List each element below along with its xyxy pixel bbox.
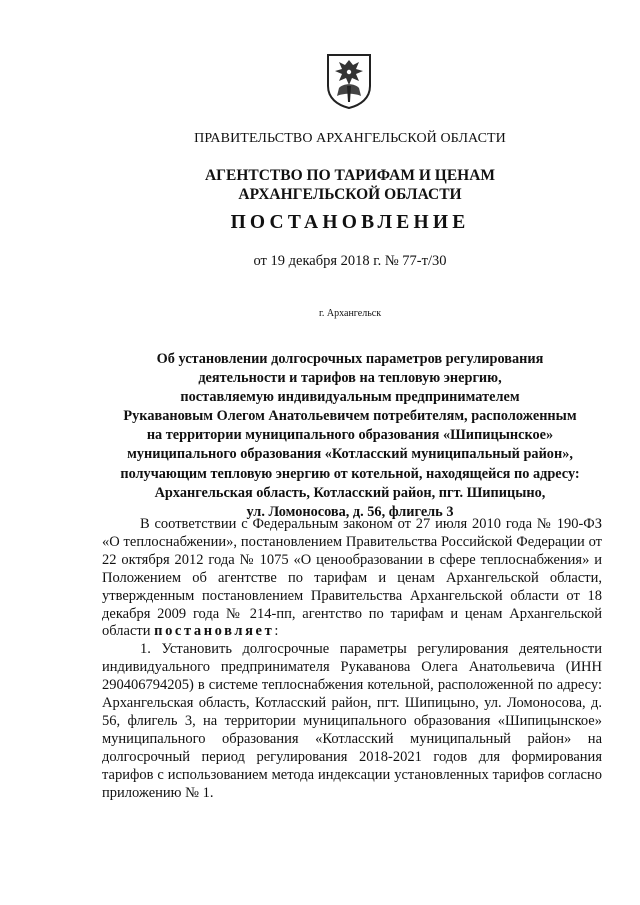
resolves-word: постановляет <box>154 623 275 640</box>
item-1-paragraph: 1. Установить долгосрочные параметры регулирования деятельности индивидуального предпринимателя Рукаванова Олега Анатольевича (ИНН 290406794205) в системе теплоснабжения котельной, расположенной по адресу: Архангельская область, Котласский район, пгт. Шипицыно, ул. Ломоносова, д. 56, флигель 3, на территории муниципального образования «Шипицынское» муниципального образования «Котласский муниципальный район» на долгосрочный период регулирования 2018-2021 годов для формирования тарифов с использованием метода индексации установленных тарифов согласно приложению № 1. <box>102 641 602 801</box>
title-line: муниципального образования «Котласский муниципальный район», <box>127 446 573 463</box>
title-line: на территории муниципального образования «Шипицынское» <box>146 427 554 444</box>
agency-name-line: АГЕНТСТВО ПО ТАРИФАМ И ЦЕНАМ <box>204 167 496 184</box>
document-type: ПОСТАНОВЛЕНИЕ <box>230 212 470 233</box>
document-body <box>102 516 602 803</box>
resolves-punctuation: : <box>274 623 279 640</box>
government-name: ПРАВИТЕЛЬСТВО АРХАНГЕЛЬСКОЙ ОБЛАСТИ <box>194 131 506 146</box>
document-title <box>100 350 600 522</box>
preamble-text: В соответствии с Федеральным законом от 27 июля 2010 года № 190-ФЗ «О теплоснабжении», постановлением Правительства Российской Федерации от 22 октября 2012 года № 1075 «О ценообразовании в сфере теплоснабжения» и Положением об агентстве по тарифам и ценам Архангельской области, утвержденным постановлением Правительства Архангельской области от 18 декабря 2009 года № 214-пп, агентство по тарифам и ценам Архангельской области <box>102 516 602 640</box>
coat-of-arms-icon <box>325 52 373 110</box>
agency-name <box>80 166 620 204</box>
preamble-paragraph <box>102 516 602 641</box>
agency-name-line: АРХАНГЕЛЬСКОЙ ОБЛАСТИ <box>238 186 462 203</box>
title-line: Рукавановым Олегом Анатольевичем потребителям, расположенным <box>123 408 577 425</box>
title-line: поставляемую индивидуальным предпринимателем <box>180 389 520 406</box>
title-line: ул. Ломоносова, д. 56, флигель 3 <box>246 503 454 520</box>
title-line: Архангельская область, Котласский район, пгт. Шипицыно, <box>154 484 546 501</box>
title-line: Об установлении долгосрочных параметров регулирования <box>156 351 544 367</box>
title-line: деятельности и тарифов на тепловую энергию, <box>198 370 502 387</box>
document-date-number: от 19 декабря 2018 г. № 77-т/30 <box>253 253 447 269</box>
document-city: г. Архангельск <box>318 308 382 319</box>
title-line: получающим тепловую энергию от котельной, находящейся по адресу: <box>120 465 580 482</box>
